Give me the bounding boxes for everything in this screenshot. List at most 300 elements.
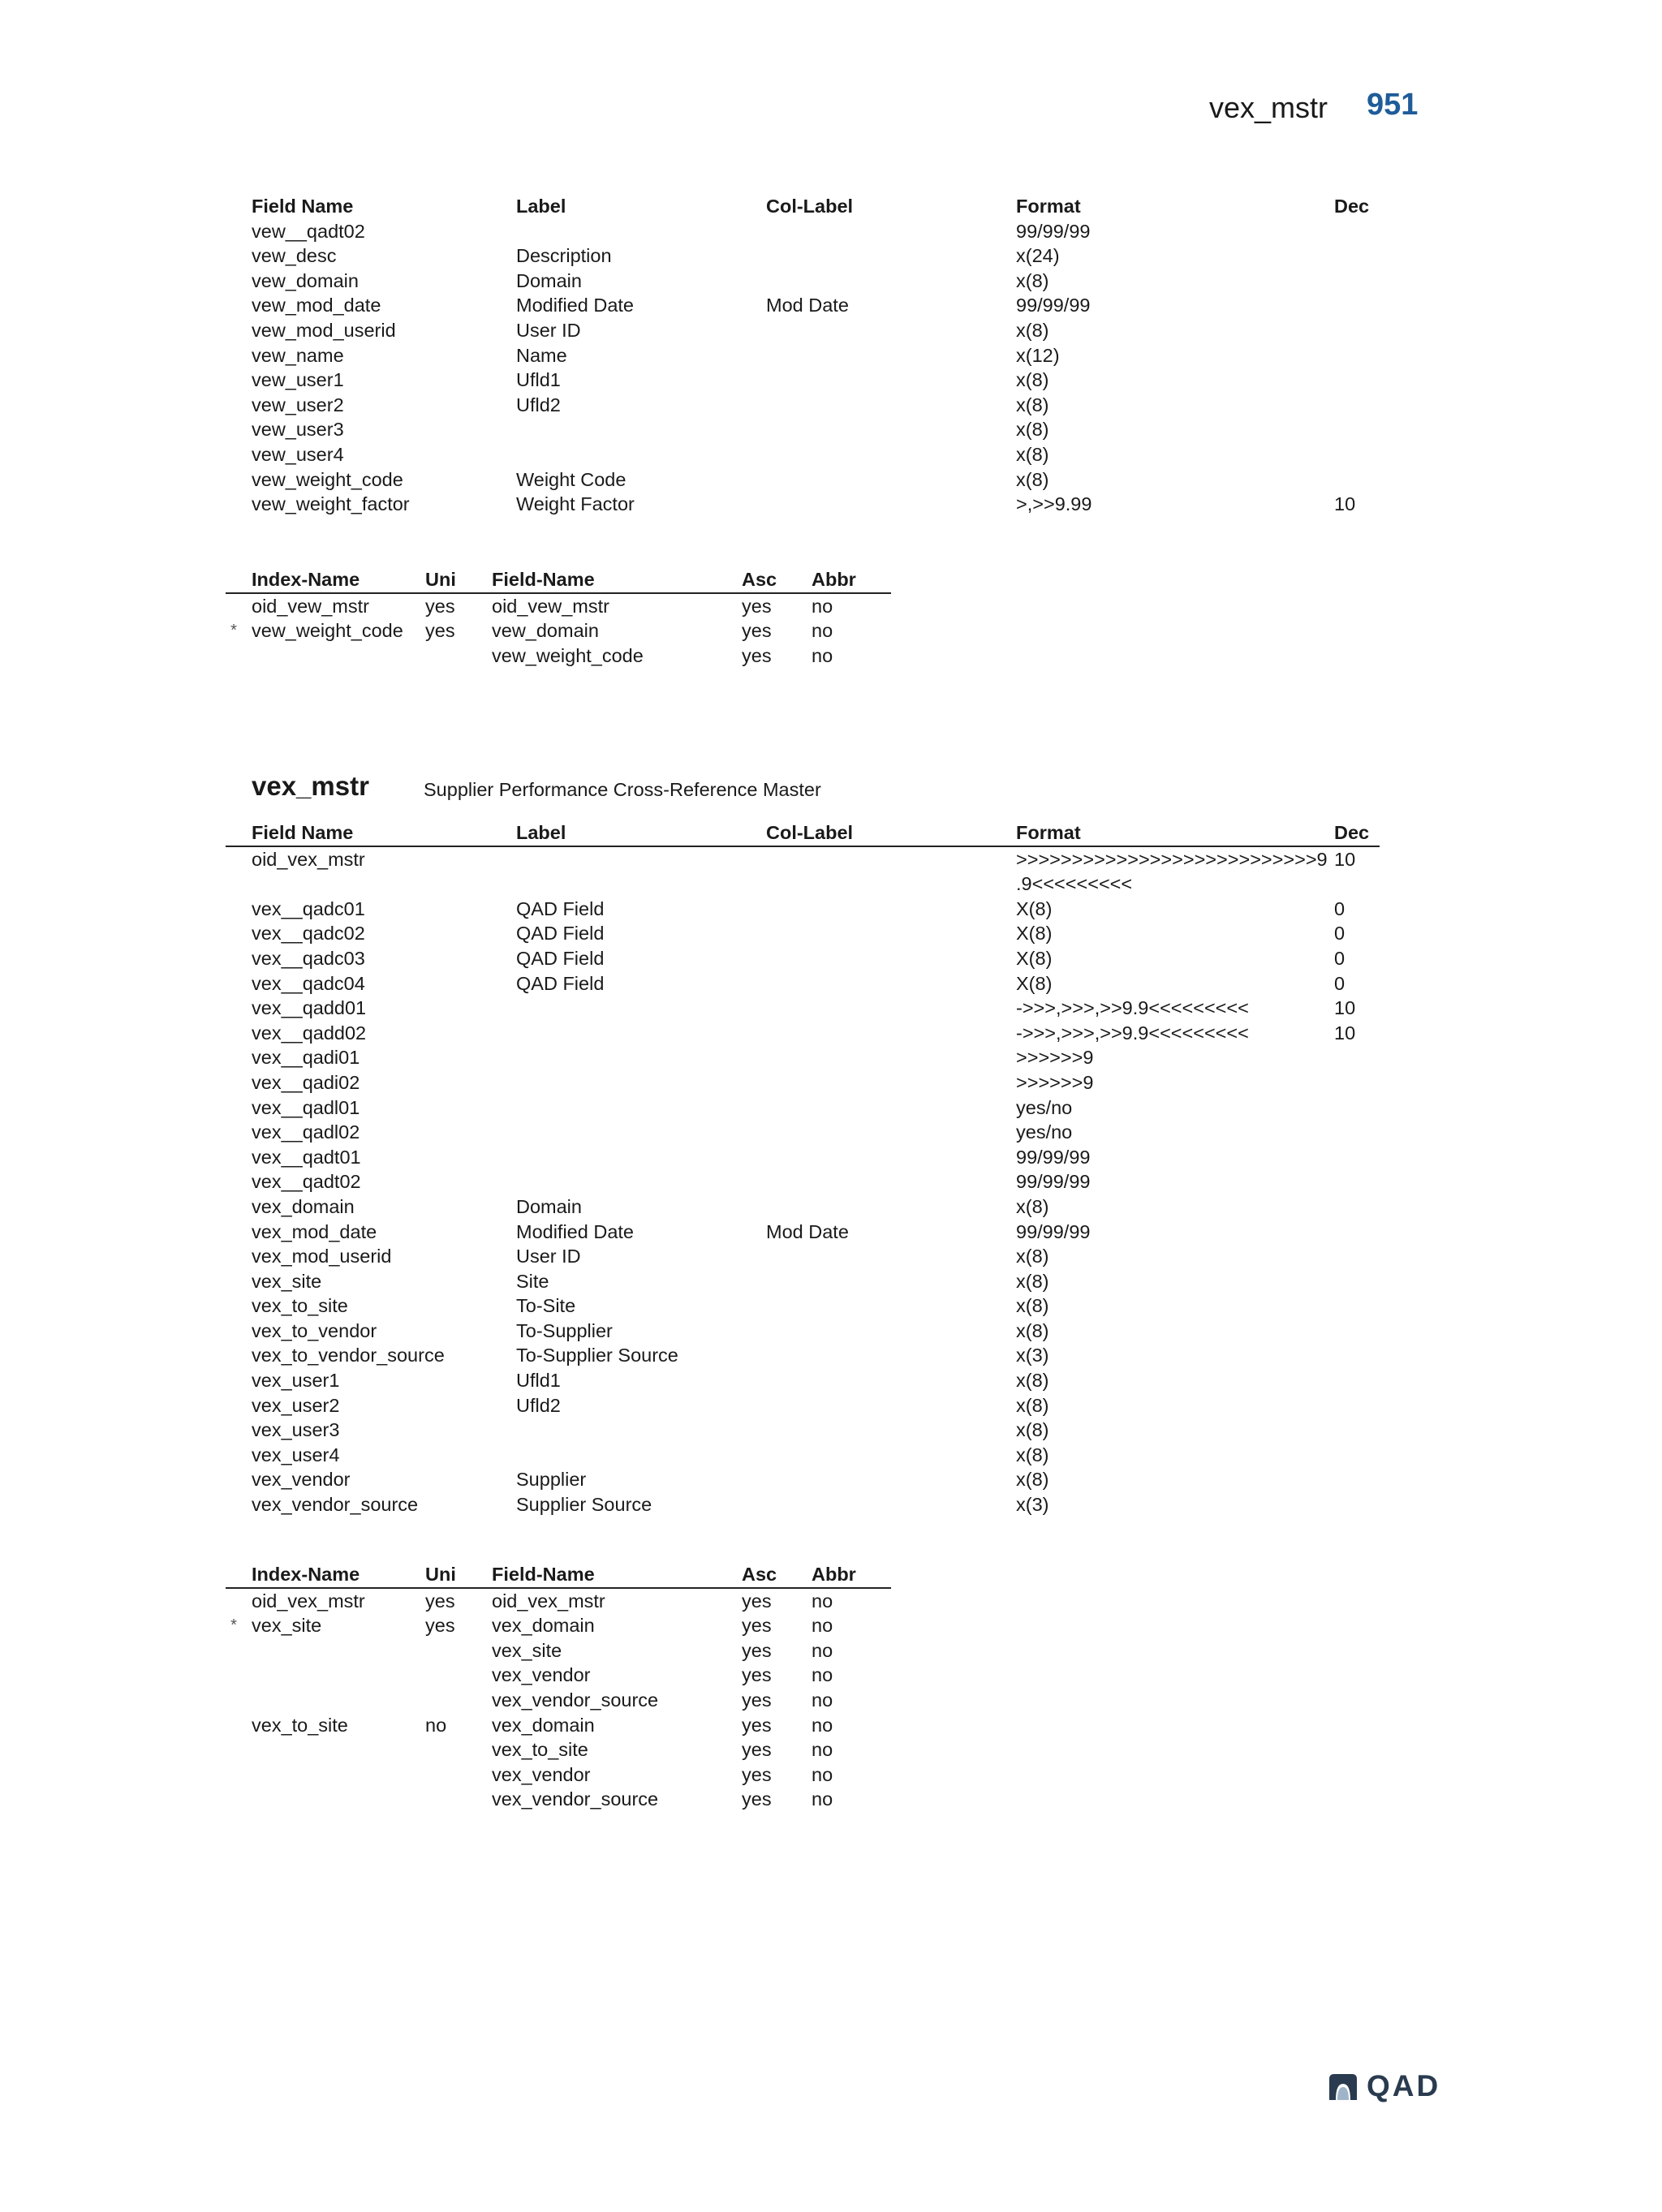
- field-name-cell: vew_name: [252, 344, 344, 366]
- dec-cell: [1334, 1095, 1380, 1121]
- index-table-header: [226, 567, 891, 593]
- uni-cell: [425, 643, 492, 669]
- index-field-cell: vew_domain: [492, 620, 599, 642]
- dec-cell: 0: [1334, 947, 1346, 969]
- label-cell: [516, 1443, 766, 1468]
- col-label-cell: [766, 996, 1016, 1021]
- format-cell: [1016, 1145, 1334, 1170]
- table-row: [226, 467, 1380, 493]
- asc-cell: yes: [742, 1639, 772, 1661]
- vex-field-table: [226, 820, 1380, 1517]
- table-row: [226, 1319, 1380, 1344]
- format-cell: [1016, 946, 1334, 971]
- col-index-name: Index-Name: [226, 567, 425, 593]
- label-cell: To-Site: [516, 1295, 576, 1317]
- table-row: [226, 1443, 1380, 1468]
- label-cell: [516, 1021, 766, 1046]
- label-cell: Modified Date: [516, 1220, 634, 1242]
- label-cell: Ufld1: [516, 369, 561, 391]
- label-cell: To-Supplier: [516, 1319, 613, 1341]
- col-label-cell: [766, 1319, 1016, 1344]
- uni-cell: [425, 1737, 492, 1762]
- col-field-name: Field Name: [226, 820, 516, 846]
- table-row: [226, 442, 1380, 467]
- format-cell: [1016, 1492, 1334, 1517]
- dec-cell: [1334, 343, 1380, 368]
- col-label-cell: [766, 492, 1016, 517]
- col-label-cell: [766, 1343, 1016, 1368]
- format-text: >>>>>>>>>>>>>>>>>>>>>>>>>>>9: [1016, 848, 1328, 870]
- col-label-cell: [766, 393, 1016, 418]
- col-asc: Asc: [742, 567, 812, 593]
- format-text: >>>>>>9: [1016, 1047, 1094, 1069]
- dec-cell: [1334, 1343, 1380, 1368]
- format-cell: [1016, 921, 1334, 946]
- dec-cell: [1334, 467, 1380, 493]
- table-row: [226, 1688, 891, 1713]
- field-name-cell: vex_mod_userid: [252, 1246, 392, 1267]
- format-cell: [1016, 1021, 1334, 1046]
- table-row: [226, 1194, 1380, 1220]
- field-name-cell: vex_to_site: [252, 1295, 348, 1317]
- col-idx-field-name: Field-Name: [492, 567, 742, 593]
- dec-cell: 0: [1334, 897, 1346, 919]
- index-field-cell: oid_vew_mstr: [492, 595, 609, 617]
- col-label-cell: [766, 1120, 1016, 1145]
- format-cell: [1016, 219, 1334, 244]
- field-name-cell: vex_user3: [252, 1419, 340, 1441]
- format-text: 99/99/99: [1016, 1171, 1091, 1193]
- label-cell: [516, 996, 766, 1021]
- table-row: [226, 243, 1380, 269]
- index-field-cell: vex_site: [492, 1639, 562, 1661]
- index-name-cell: [226, 1787, 425, 1812]
- label-cell: [516, 1169, 766, 1194]
- field-name-cell: vew_weight_factor: [252, 493, 410, 515]
- index-field-cell: vex_vendor_source: [492, 1788, 659, 1810]
- primary-index-marker: *: [230, 1616, 237, 1635]
- asc-cell: yes: [742, 595, 772, 617]
- table-row: [226, 1762, 891, 1788]
- format-cell: [1016, 467, 1334, 493]
- table-row: [226, 1269, 1380, 1294]
- col-label-cell: [766, 1194, 1016, 1220]
- format-cell: [1016, 442, 1334, 467]
- col-label-cell: [766, 269, 1016, 294]
- format-cell: [1016, 492, 1334, 517]
- table-row: [226, 971, 1380, 996]
- table-row: [226, 897, 1380, 922]
- label-cell: QAD Field: [516, 897, 605, 919]
- uni-cell: yes: [425, 1590, 455, 1612]
- field-name-cell: vew_user2: [252, 394, 344, 415]
- table-row: [226, 1418, 1380, 1443]
- col-col-label: Col-Label: [766, 196, 854, 217]
- section-title: vex_mstr: [252, 771, 369, 801]
- index-field-cell: vew_weight_code: [492, 644, 644, 666]
- format-text: x(8): [1016, 1419, 1049, 1441]
- dec-cell: [1334, 1244, 1380, 1269]
- table-row: [226, 618, 891, 643]
- table-row: [226, 1787, 891, 1812]
- asc-cell: yes: [742, 1664, 772, 1686]
- table-row: [226, 1737, 891, 1762]
- format-cell: [1016, 1343, 1334, 1368]
- abbr-cell: no: [812, 1639, 833, 1661]
- index-name-cell: [226, 1688, 425, 1713]
- format-text: x(24): [1016, 245, 1060, 267]
- format-cell: [1016, 846, 1334, 897]
- field-name-cell: vew_mod_date: [252, 295, 381, 316]
- field-name-cell: vex__qadd02: [252, 1022, 367, 1044]
- format-cell: [1016, 1095, 1334, 1121]
- format-cell: [1016, 417, 1334, 442]
- format-cell: [1016, 269, 1334, 294]
- format-cell: [1016, 293, 1334, 318]
- col-dec: Dec: [1334, 196, 1370, 217]
- asc-cell: yes: [742, 1689, 772, 1711]
- index-name-cell: [226, 1613, 425, 1638]
- format-cell: [1016, 1045, 1334, 1070]
- index-field-cell: oid_vex_mstr: [492, 1590, 605, 1612]
- label-cell: Weight Code: [516, 468, 626, 490]
- asc-cell: yes: [742, 1788, 772, 1810]
- format-cell: [1016, 897, 1334, 922]
- format-text: yes/no: [1016, 1096, 1073, 1118]
- dec-cell: [1334, 1145, 1380, 1170]
- label-cell: Ufld1: [516, 1370, 561, 1392]
- dec-cell: [1334, 1169, 1380, 1194]
- table-row: [226, 1120, 1380, 1145]
- col-label-cell: [766, 946, 1016, 971]
- field-name-cell: oid_vex_mstr: [252, 848, 365, 870]
- format-cell: [1016, 1120, 1334, 1145]
- abbr-cell: no: [812, 1763, 833, 1785]
- format-text: yes/no: [1016, 1121, 1073, 1143]
- table-row: [226, 1343, 1380, 1368]
- abbr-cell: no: [812, 1615, 833, 1637]
- format-text: x(8): [1016, 1295, 1049, 1317]
- asc-cell: yes: [742, 1615, 772, 1637]
- dec-cell: [1334, 293, 1380, 318]
- table-row: [226, 343, 1380, 368]
- col-label-cell: [766, 219, 1016, 244]
- index-name-cell: vex_to_site: [252, 1714, 348, 1736]
- format-text: x(8): [1016, 1394, 1049, 1416]
- index-field-cell: vex_vendor: [492, 1763, 591, 1785]
- field-name-cell: vex__qadc02: [252, 923, 365, 945]
- field-name-cell: vex_domain: [252, 1195, 355, 1217]
- format-text: ->>>,>>>,>>9.9<<<<<<<<<: [1016, 1022, 1249, 1044]
- col-label-cell: [766, 1443, 1016, 1468]
- field-name-cell: vex_site: [252, 1270, 322, 1292]
- field-name-cell: vex__qadt01: [252, 1146, 361, 1168]
- format-cell: [1016, 393, 1334, 418]
- index-name-cell: [226, 1638, 425, 1663]
- format-text: x(3): [1016, 1345, 1049, 1366]
- dec-cell: [1334, 219, 1380, 244]
- field-name-cell: vew_desc: [252, 245, 337, 267]
- label-cell: QAD Field: [516, 947, 605, 969]
- field-name-cell: vex_user1: [252, 1370, 340, 1392]
- field-table-header: [226, 194, 1380, 219]
- format-text: X(8): [1016, 972, 1053, 994]
- table-row: [226, 492, 1380, 517]
- col-uni: Uni: [425, 1562, 492, 1588]
- index-name-cell: oid_vew_mstr: [252, 595, 369, 617]
- dec-cell: [1334, 1194, 1380, 1220]
- col-asc: Asc: [742, 1562, 812, 1588]
- field-name-cell: vex__qadi01: [252, 1047, 360, 1069]
- table-row: [226, 318, 1380, 343]
- format-text: x(12): [1016, 344, 1060, 366]
- label-cell: Domain: [516, 269, 582, 291]
- col-label-cell: [766, 846, 1016, 897]
- format-cell: [1016, 1293, 1334, 1319]
- table-row: [226, 1492, 1380, 1517]
- col-label-cell: [766, 467, 1016, 493]
- uni-cell: [425, 1787, 492, 1812]
- col-format: Format: [1016, 196, 1081, 217]
- field-name-cell: vex_user4: [252, 1444, 340, 1465]
- table-row: [226, 1244, 1380, 1269]
- dec-cell: [1334, 1467, 1380, 1492]
- qad-logo: [1328, 2071, 1449, 2103]
- table-row: [226, 368, 1380, 393]
- field-name-cell: vew_mod_userid: [252, 319, 396, 341]
- dec-cell: [1334, 417, 1380, 442]
- uni-cell: yes: [425, 595, 455, 617]
- label-cell: [516, 1095, 766, 1121]
- label-cell: Ufld2: [516, 394, 561, 415]
- table-row: [226, 293, 1380, 318]
- format-text: x(8): [1016, 369, 1049, 391]
- dec-cell: [1334, 1120, 1380, 1145]
- col-abbr: Abbr: [812, 567, 891, 593]
- col-label-cell: [766, 1045, 1016, 1070]
- vex-index-table: [226, 1562, 891, 1812]
- format-cell: [1016, 343, 1334, 368]
- table-row: [226, 1638, 891, 1663]
- index-name-cell: [226, 618, 425, 643]
- dec-cell: [1334, 1319, 1380, 1344]
- dec-cell: 10: [1334, 493, 1356, 515]
- table-row: [226, 921, 1380, 946]
- index-name-cell: [226, 1663, 425, 1688]
- label-cell: Modified Date: [516, 295, 634, 316]
- format-text: 99/99/99: [1016, 295, 1091, 316]
- abbr-cell: no: [812, 644, 833, 666]
- format-text: x(8): [1016, 1270, 1049, 1292]
- col-idx-field-name: Field-Name: [492, 1562, 742, 1588]
- format-cell: [1016, 368, 1334, 393]
- format-text: ->>>,>>>,>>9.9<<<<<<<<<: [1016, 997, 1249, 1019]
- format-text: 99/99/99: [1016, 1146, 1091, 1168]
- table-row: [226, 417, 1380, 442]
- label-cell: QAD Field: [516, 923, 605, 945]
- dec-cell: [1334, 393, 1380, 418]
- col-label-cell: [766, 1393, 1016, 1418]
- col-format: Format: [1016, 820, 1334, 846]
- col-index-name: Index-Name: [226, 1562, 425, 1588]
- table-row: [226, 1588, 891, 1614]
- col-label-cell: [766, 318, 1016, 343]
- abbr-cell: no: [812, 1664, 833, 1686]
- table-row: [226, 1663, 891, 1688]
- table-row: [226, 846, 1380, 897]
- col-label-cell: [766, 1269, 1016, 1294]
- col-label-cell: [766, 1492, 1016, 1517]
- format-cell: [1016, 318, 1334, 343]
- col-label-cell: [766, 243, 1016, 269]
- col-label: Label: [516, 196, 566, 217]
- abbr-cell: no: [812, 595, 833, 617]
- table-row: [226, 1368, 1380, 1393]
- running-header-title: vex_mstr: [1209, 91, 1328, 124]
- format-text-continued: .9<<<<<<<<<: [1016, 873, 1133, 895]
- label-cell: Ufld2: [516, 1394, 561, 1416]
- col-abbr: Abbr: [812, 1562, 891, 1588]
- dec-cell: [1334, 1418, 1380, 1443]
- format-text: x(8): [1016, 269, 1049, 291]
- format-cell: [1016, 1393, 1334, 1418]
- format-text: x(8): [1016, 1246, 1049, 1267]
- index-name-cell: [226, 1737, 425, 1762]
- label-cell: Site: [516, 1270, 549, 1292]
- dec-cell: [1334, 269, 1380, 294]
- format-text: x(8): [1016, 1469, 1049, 1491]
- field-name-cell: vex__qadl01: [252, 1096, 360, 1118]
- uni-cell: yes: [425, 620, 455, 642]
- table-row: [226, 1467, 1380, 1492]
- label-cell: Supplier Source: [516, 1494, 652, 1516]
- uni-cell: [425, 1663, 492, 1688]
- table-row: [226, 393, 1380, 418]
- dec-cell: [1334, 1368, 1380, 1393]
- label-cell: QAD Field: [516, 972, 605, 994]
- dec-cell: [1334, 368, 1380, 393]
- asc-cell: yes: [742, 1739, 772, 1761]
- table-row: [226, 1070, 1380, 1095]
- col-label-cell: [766, 417, 1016, 442]
- format-text: X(8): [1016, 923, 1053, 945]
- label-cell: [516, 219, 766, 244]
- index-table-header: [226, 1562, 891, 1588]
- table-row: [226, 1095, 1380, 1121]
- field-name-cell: vex__qadc04: [252, 972, 365, 994]
- table-row: [226, 1045, 1380, 1070]
- table-row: [226, 593, 891, 619]
- format-text: X(8): [1016, 897, 1053, 919]
- index-field-cell: vex_domain: [492, 1615, 595, 1637]
- field-name-cell: vex__qadc01: [252, 897, 365, 919]
- vew-index-table: [226, 567, 891, 668]
- format-cell: [1016, 1220, 1334, 1245]
- vew-field-table: [226, 194, 1380, 517]
- col-label-cell: [766, 1244, 1016, 1269]
- label-cell: [516, 1120, 766, 1145]
- format-cell: [1016, 1070, 1334, 1095]
- col-label-cell: [766, 1169, 1016, 1194]
- field-name-cell: vex_vendor_source: [252, 1494, 419, 1516]
- format-cell: [1016, 1368, 1334, 1393]
- dec-cell: 10: [1334, 1022, 1356, 1044]
- abbr-cell: no: [812, 1689, 833, 1711]
- label-cell: Supplier: [516, 1469, 587, 1491]
- label-cell: [516, 1070, 766, 1095]
- col-label-cell: [766, 1095, 1016, 1121]
- dec-cell: 0: [1334, 923, 1346, 945]
- qad-logo-text: QAD: [1367, 2069, 1441, 2102]
- abbr-cell: no: [812, 1590, 833, 1612]
- dec-cell: [1334, 1492, 1380, 1517]
- abbr-cell: no: [812, 1739, 833, 1761]
- index-name-cell: [226, 643, 425, 669]
- field-name-cell: vex__qadt02: [252, 1171, 361, 1193]
- field-name-cell: vex_vendor: [252, 1469, 351, 1491]
- field-name-cell: vew_user4: [252, 443, 344, 465]
- col-label-cell: [766, 971, 1016, 996]
- index-field-cell: vex_to_site: [492, 1739, 588, 1761]
- col-label-cell: [766, 1070, 1016, 1095]
- table-row: [226, 1145, 1380, 1170]
- col-label-cell: [766, 1418, 1016, 1443]
- field-table-header: [226, 820, 1380, 846]
- dec-cell: [1334, 1393, 1380, 1418]
- field-name-cell: vex_mod_date: [252, 1220, 377, 1242]
- index-name-cell: [226, 1762, 425, 1788]
- field-name-cell: vew_user1: [252, 369, 344, 391]
- field-name-cell: vex__qadd01: [252, 997, 367, 1019]
- dec-cell: [1334, 318, 1380, 343]
- asc-cell: yes: [742, 1714, 772, 1736]
- label-cell: [516, 1045, 766, 1070]
- col-label: Label: [516, 820, 766, 846]
- table-row: [226, 996, 1380, 1021]
- format-text: x(8): [1016, 394, 1049, 415]
- abbr-cell: no: [812, 1714, 833, 1736]
- table-row: [226, 1293, 1380, 1319]
- table-row: [226, 1021, 1380, 1046]
- label-cell: User ID: [516, 1246, 581, 1267]
- col-label-cell: [766, 1145, 1016, 1170]
- col-label-cell: [766, 1021, 1016, 1046]
- dec-cell: [1334, 442, 1380, 467]
- label-cell: [516, 1418, 766, 1443]
- field-name-cell: vew__qadt02: [252, 220, 365, 242]
- col-label-cell: [766, 1368, 1016, 1393]
- col-label-cell: Mod Date: [766, 295, 849, 316]
- label-cell: Description: [516, 245, 612, 267]
- uni-cell: no: [425, 1714, 447, 1736]
- col-dec: Dec: [1334, 820, 1380, 846]
- table-row: [226, 643, 891, 669]
- format-text: x(8): [1016, 419, 1049, 441]
- field-name-cell: vew_domain: [252, 269, 359, 291]
- field-name-cell: vex_user2: [252, 1394, 340, 1416]
- table-row: [226, 946, 1380, 971]
- format-cell: [1016, 1194, 1334, 1220]
- format-cell: [1016, 243, 1334, 269]
- uni-cell: yes: [425, 1615, 455, 1637]
- table-row: [226, 1220, 1380, 1245]
- dec-cell: [1334, 1269, 1380, 1294]
- label-cell: [516, 1145, 766, 1170]
- label-cell: [516, 417, 766, 442]
- col-label-cell: Mod Date: [766, 1220, 849, 1242]
- dec-cell: 10: [1334, 848, 1356, 870]
- table-row: [226, 1169, 1380, 1194]
